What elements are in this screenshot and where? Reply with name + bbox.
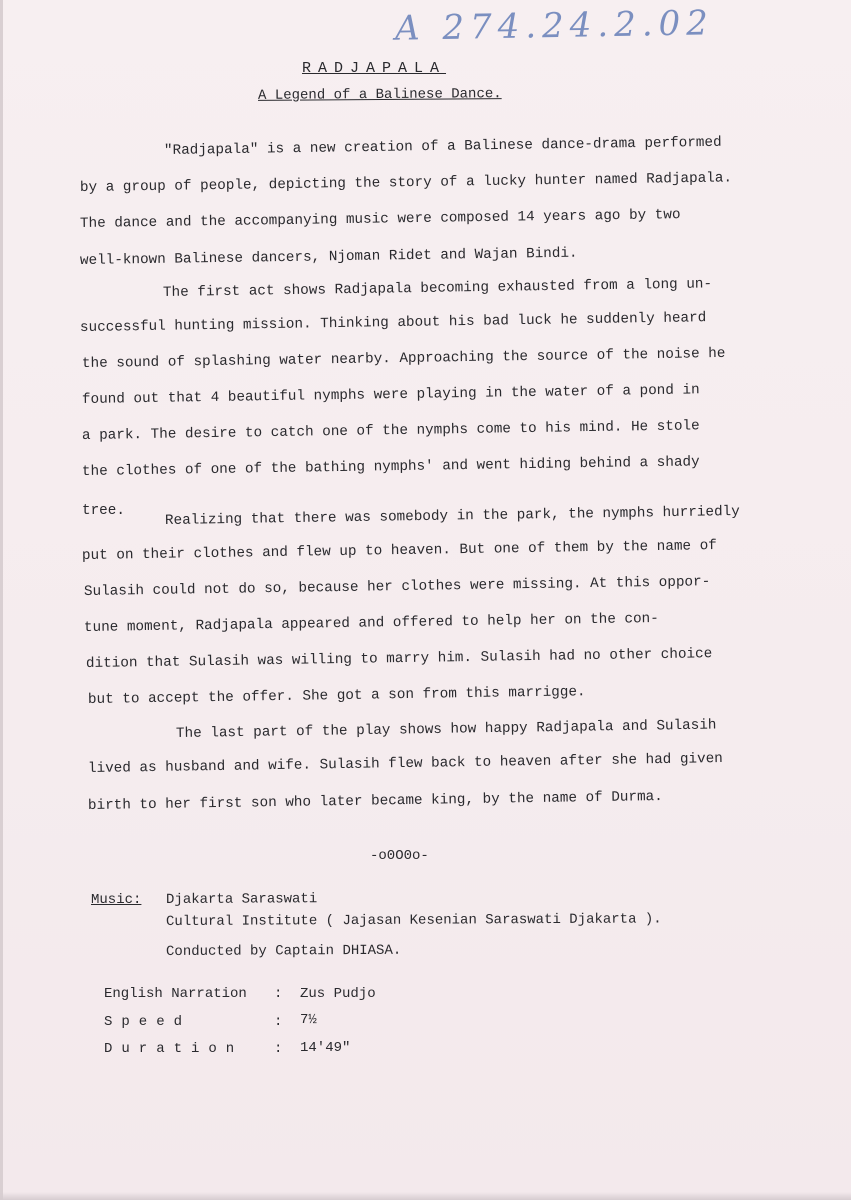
body-line: Realizing that there was somebody in the park, the nymphs hurriedly bbox=[164, 503, 740, 529]
speed-colon: : bbox=[274, 1014, 283, 1030]
page-left-edge bbox=[0, 0, 3, 1200]
body-line: dition that Sulasih was willing to marry him. Sulasih had no other choice bbox=[85, 646, 713, 672]
body-line: The first act shows Radjapala becoming exhausted from a long un- bbox=[162, 276, 713, 301]
body-line: found out that 4 beautiful nymphs were playing in the water of a pond in bbox=[81, 382, 700, 408]
narration-value: Zus Pudjo bbox=[300, 986, 376, 1002]
body-line: the clothes of one of the bathing nymphs' and went hiding behind a shady bbox=[81, 454, 700, 480]
body-line: a park. The desire to catch one of the nymphs come to his mind. He stole bbox=[81, 418, 700, 444]
narration-label: English Narration bbox=[104, 986, 247, 1002]
music-line: Djakarta Saraswati bbox=[165, 891, 318, 908]
music-line: Cultural Institute ( Jajasan Kesenian Saraswati Djakarta ). bbox=[165, 911, 662, 930]
body-line: tree. bbox=[82, 503, 125, 519]
body-line: but to accept the offer. She got a son from this marrigge. bbox=[87, 684, 586, 708]
body-line: "Radjapala" is a new creation of a Balinese dance-drama performed bbox=[163, 134, 722, 159]
body-line: tune moment, Radjapala appeared and offered to help her on the con- bbox=[83, 610, 659, 636]
body-line: lived as husband and wife. Sulasih flew back to heaven after she had given bbox=[87, 751, 723, 777]
body-line: by a group of people, depicting the story of a lucky hunter named Radjapala. bbox=[79, 170, 733, 196]
document-title: RADJAPALA bbox=[302, 60, 447, 77]
body-line: the sound of splashing water nearby. Approaching the source of the noise he bbox=[81, 345, 726, 372]
body-line: successful hunting mission. Thinking about his bad luck he suddenly heard bbox=[79, 310, 707, 336]
document-subtitle: A Legend of a Balinese Dance. bbox=[257, 86, 502, 104]
body-line: The dance and the accompanying music were composed 14 years ago by two bbox=[79, 207, 681, 232]
archive-number: A 274.24.2.02 bbox=[394, 3, 715, 49]
body-line: The last part of the play shows how happy Radjapala and Sulasih bbox=[175, 717, 717, 742]
narration-colon: : bbox=[274, 986, 283, 1002]
duration-value: 14'49" bbox=[300, 1040, 351, 1056]
speed-value: 7½ bbox=[300, 1012, 317, 1028]
separator: -o0O0o- bbox=[370, 848, 429, 864]
duration-colon: : bbox=[274, 1041, 283, 1057]
body-line: birth to her first son who later became king, by the name of Durma. bbox=[87, 788, 663, 814]
speed-label: Speed bbox=[104, 1014, 192, 1030]
music-line: Conducted by Captain DHIASA. bbox=[165, 942, 402, 960]
music-label: Music: bbox=[91, 892, 142, 908]
body-line: well-known Balinese dancers, Njoman Ridet and Wajan Bindi. bbox=[79, 245, 578, 269]
page-bottom-edge bbox=[0, 1192, 851, 1200]
body-line: put on their clothes and flew up to heaven. But one of them by the name of bbox=[81, 538, 717, 564]
body-line: Sulasih could not do so, because her clothes were missing. At this oppor- bbox=[83, 574, 711, 600]
duration-label: Duration bbox=[104, 1041, 244, 1057]
